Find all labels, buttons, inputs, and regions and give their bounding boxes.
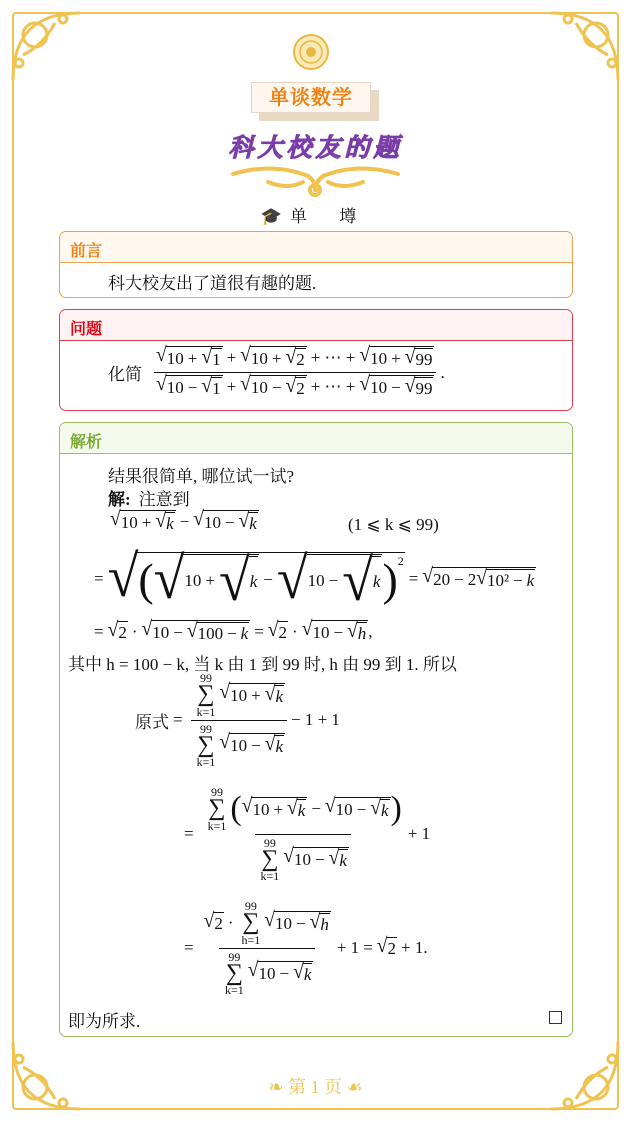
footer-ornament-icon: ☙ (341, 1077, 363, 1097)
corner-ornament-icon (5, 5, 85, 85)
title-ornament-icon (228, 160, 403, 198)
substitution-text: 其中 h = 100 − k, 当 k 由 1 到 99 时, h 由 99 到 1. 所以 (68, 655, 457, 674)
condition: (1 ⩽ k ⩽ 99) (348, 515, 439, 534)
author: 🎓 单 墫 (260, 207, 371, 226)
footer-ornament-icon: ❧ (268, 1077, 288, 1097)
problem-expression: 化简 √ 10 + √ 1 + √ 10 + √ 2 + ⋯ + √ 10 + √ 99 √ 10 − √ 1 + √ 10 − √ 2 + ⋯ + √ 10 − √ 99 . (108, 344, 445, 398)
solution-label: 解析 (60, 423, 572, 454)
math-line-5: = 99 ∑ k=1 ( √ 10 + √ k − √ 10 − √ k ) 99 ∑ k=1 √ 10 − √ k + 1 (184, 785, 431, 884)
preface-text: 科大校友出了道很有趣的题. (108, 274, 317, 293)
preface-label: 前言 (60, 232, 572, 263)
corner-ornament-icon (546, 5, 626, 85)
brand-label: 单谈数学 (251, 82, 371, 113)
graduation-cap-icon: 🎓 (260, 207, 282, 226)
preface-box (59, 231, 573, 298)
page-number: ❧ 第 1 页 ☙ (268, 1077, 363, 1097)
solution-intro: 结果很简单, 哪位试一试? (108, 467, 295, 486)
solution-notice: 解: 注意到 (108, 490, 190, 509)
problem-label: 问题 (60, 310, 572, 341)
page-title: 科大校友的题 (228, 133, 403, 162)
math-line-4: 原式 = 99 ∑ k=1 √ 10 + √ k 99 ∑ k=1 √ 10 − √ k − 1 + 1 (135, 671, 340, 770)
math-line-3: = √ 2 · √ 10 − √ 100 − k = √ 2 · √ 10 − √ h , (94, 618, 373, 643)
logo-seal-icon (292, 33, 330, 71)
math-line-1: √ 10 + √ k − √ 10 − √ k (110, 508, 257, 533)
math-line-2: = √ ( √ 10 + √ k − √ 10 − √ k ) $^2$ = √ 20 − 2 √ 10² − k (94, 544, 535, 614)
conclusion: 即为所求. (68, 1012, 141, 1031)
qed-square-icon (549, 1011, 562, 1024)
math-line-6: = √ 2 · 99 ∑ h=1 √ 10 − √ h 99 ∑ k=1 √ 10 − √ k + 1 = √ 2 + 1 . (184, 899, 428, 998)
problem-box (59, 309, 573, 411)
